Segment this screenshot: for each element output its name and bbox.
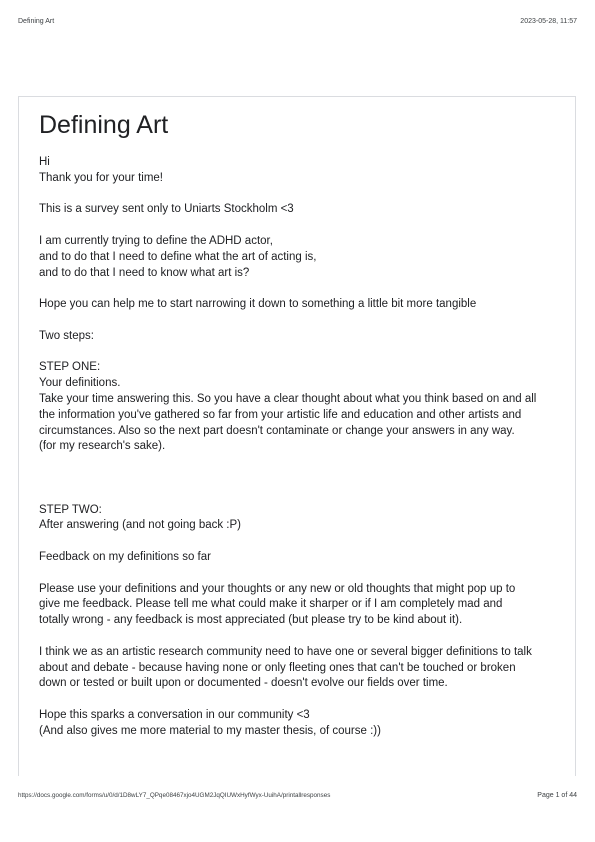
step-one-heading: STEP ONE: bbox=[39, 361, 101, 374]
print-header-timestamp: 2023-05-28, 11:57 bbox=[520, 18, 577, 25]
description-blank-line bbox=[39, 487, 564, 503]
description-blank-line bbox=[39, 218, 564, 234]
description-blank-line bbox=[39, 692, 564, 708]
print-footer-page-number: Page 1 of 44 bbox=[537, 792, 577, 799]
step-two-heading: STEP TWO: bbox=[39, 503, 102, 516]
description-line: Please use your definitions and your thoughts or any new or old thoughts that might pop up to bbox=[39, 582, 516, 595]
description-line: I am currently trying to define the ADHD actor, bbox=[39, 234, 273, 247]
description-line: Thank you for your time! bbox=[39, 171, 163, 184]
print-footer-url: https://docs.google.com/forms/u/0/d/1D8wLY7_QPqe08467xjo4UGM2JqQIUWxHyfWyx-UuihA/printallresponses bbox=[18, 792, 331, 799]
description-line: down or tested or built upon or documented - doesn't evolve our fields over time. bbox=[39, 677, 448, 690]
description-blank-line bbox=[39, 281, 564, 297]
description-line: and to do that I need to define what the art of acting is, bbox=[39, 250, 317, 263]
description-line: Take your time answering this. So you have a clear thought about what you think based on and all bbox=[39, 392, 537, 405]
description-blank-line bbox=[39, 345, 564, 361]
description-line: This is a survey sent only to Uniarts Stockholm <3 bbox=[39, 203, 294, 216]
form-title: Defining Art bbox=[39, 111, 169, 139]
description-line: Your definitions. bbox=[39, 377, 121, 390]
description-line: give me feedback. Please tell me what could make it sharper or if I am completely mad and bbox=[39, 598, 503, 611]
form-description bbox=[39, 155, 564, 739]
form-header-card bbox=[18, 96, 576, 776]
description-line: Hi bbox=[39, 156, 50, 168]
description-blank-line bbox=[39, 313, 564, 329]
description-line: the information you've gathered so far from your artistic life and education and other artists and bbox=[39, 408, 522, 421]
description-blank-line bbox=[39, 471, 564, 487]
description-blank-line bbox=[39, 187, 564, 203]
description-blank-line bbox=[39, 566, 564, 582]
description-blank-line bbox=[39, 629, 564, 645]
description-line: Two steps: bbox=[39, 329, 94, 342]
description-line: and to do that I need to know what art is? bbox=[39, 266, 250, 279]
print-header-title: Defining Art bbox=[18, 18, 55, 25]
description-line: Hope this sparks a conversation in our community <3 bbox=[39, 708, 310, 721]
description-line: I think we as an artistic research community need to have one or several bigger definitions to talk bbox=[39, 645, 532, 658]
description-line: about and debate - because having none or only fleeting ones that can't be touched or broken bbox=[39, 661, 516, 674]
description-line: Feedback on my definitions so far bbox=[39, 550, 211, 563]
description-line: circumstances. Also so the next part doesn't contaminate or change your answers in any way. bbox=[39, 424, 515, 437]
description-blank-line bbox=[39, 534, 564, 550]
description-line: Hope you can help me to start narrowing it down to something a little bit more tangible bbox=[39, 298, 477, 311]
description-line: After answering (and not going back :P) bbox=[39, 519, 242, 532]
description-line: totally wrong - any feedback is most appreciated (but please try to be kind about it). bbox=[39, 614, 463, 627]
description-line: (for my research's sake). bbox=[39, 440, 166, 453]
description-blank-line bbox=[39, 455, 564, 471]
description-line: (And also gives me more material to my master thesis, of course :)) bbox=[39, 724, 381, 737]
